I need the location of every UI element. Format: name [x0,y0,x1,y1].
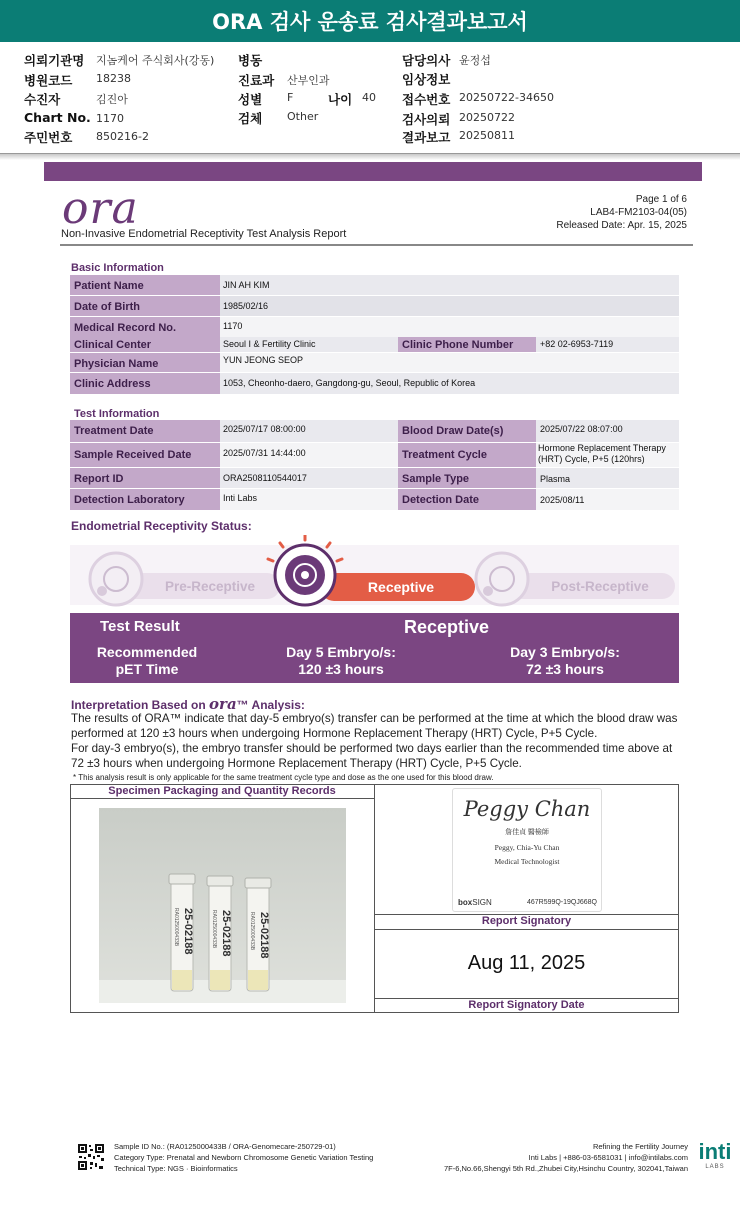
label-clinic-address: Clinic Address [70,373,220,394]
label-ward: 병동 [238,53,263,68]
footer-sample-id: Sample ID No.: (RA0125000433B / ORA-Genomecare-250729-01) [114,1142,336,1151]
day5-label: Day 5 Embryo/s: [286,644,396,660]
post-receptive-icon [476,553,528,605]
day3-block [490,644,640,678]
interpretation-paragraph-1: The results of ORA™ indicate that day-5 embryo(s) transfer can be performed at the time at which the blood draw was performed at 120 ±3 hours when undergoing Hormone Replacement Therapy (HRT) Cycle, P+5 Cycle. [71,712,678,740]
label-patient-name: Patient Name [70,275,220,295]
receptive-label: Receptive [367,579,435,595]
value-department: 산부인과 [287,74,330,87]
cycle-line-2: (HRT) Cycle, P+5 (120hrs) [538,454,645,464]
report-subtitle: Non-Invasive Endometrial Receptivity Test Analysis Report [61,228,347,240]
specimen-tube-2 [207,876,233,991]
footer-category: Category Type: Prenatal and Newborn Chromosome Genetic Variation Testing [114,1153,374,1162]
pre-receptive-label: Pre-Receptive [164,579,256,594]
footer-left [114,1141,373,1174]
box-sign-text: SIGN [472,898,492,907]
value-sample-type: Plasma [540,474,571,484]
patient-header [0,42,740,154]
rec-line-1: Recommended [96,644,198,660]
value-mrn: 1170 [223,321,243,331]
interpretation-text [71,711,681,771]
value-clinic-phone: +82 02-6953-7119 [540,339,614,349]
value-physician: YUN JEONG SEOP [223,355,304,365]
value-specimen: Other [287,110,319,123]
day5-value: 120 ±3 hours [298,661,384,677]
receptivity-status-title: Endometrial Receptivity Status: [71,519,252,533]
test-info-title: Test Information [74,408,160,420]
value-clinic-address: 1053, Cheonho-daero, Gangdong-gu, Seoul, Republic of Korea [223,378,476,388]
value-sample-received: 2025/07/31 14:44:00 [223,448,306,458]
box-sign-logo [458,898,492,907]
footer-technical: Technical Type: NGS · Bioinformatics [114,1164,238,1173]
pre-receptive-icon [90,553,142,605]
tube-2-sublabel: RA0125000433B [211,910,217,949]
tube-1-label: 25-02188 [182,908,194,955]
label-patient: 수진자 [24,92,61,107]
label-clinic-phone: Clinic Phone Number [398,337,536,352]
tube-3-sublabel: RA0125000433B [249,912,255,951]
day3-label: Day 3 Embryo/s: [510,644,620,660]
label-resident-no: 주민번호 [24,130,73,145]
box-brand: box [458,898,473,907]
label-sample-received: Sample Received Date [70,443,220,467]
label-sample-type: Sample Type [398,468,536,488]
label-blood-draw: Blood Draw Date(s) [398,420,536,442]
tube-1-sublabel: RA0125000433B [173,908,179,947]
footer-address: 7F-6,No.66,Shengyi 5th Rd.,Zhubei City,Hsinchu Country, 302041,Taiwan [443,1164,688,1173]
value-treatment-date: 2025/07/17 08:00:00 [223,424,306,434]
value-sex: F [287,91,294,104]
label-requesting-org: 의뢰기관명 [24,53,85,68]
specimen-tube-3 [245,878,271,991]
label-detection-date: Detection Date [398,489,536,510]
interp-title-pre: Interpretation Based on [71,698,210,712]
records-divider [374,784,375,1013]
label-detection-lab: Detection Laboratory [70,489,220,510]
signature-id: 467R599Q-19QJ668Q [526,899,597,906]
label-treatment-date: Treatment Date [70,420,220,442]
test-result-panel [70,613,679,683]
value-detection-lab: Inti Labs [223,493,258,503]
label-age: 나이 [328,92,353,107]
pre-icon-dot [97,586,107,596]
inti-brand-sub: LABS [705,1164,725,1170]
page-number: Page 1 of 6 [635,194,687,205]
specimen-photo [99,808,346,1003]
value-dob: 1985/02/16 [223,301,269,311]
value-chart-no: 1170 [96,112,124,125]
cycle-line-1: Hormone Replacement Therapy [538,443,666,453]
qr-code-icon [78,1144,104,1170]
value-detection-date: 2025/08/11 [540,495,585,505]
footer-right [444,1141,688,1174]
report-signatory-date-label: Report Signatory Date [468,999,585,1011]
day3-value: 72 ±3 hours [526,661,604,677]
inti-brand: inti [698,1139,732,1164]
tube-3-label: 25-02188 [258,912,270,959]
report-header-title: ORA 검사 운송료 검사결과보고서 [0,0,740,42]
interpretation-paragraph-2: For day-3 embryo(s), the embryo transfer should be performed two days earlier than the recommended time above at 72 ±3 hours when undergoing Hormone Replacement Therapy (HRT) Cycle, P+5 Cycle. [71,742,673,770]
label-department: 진료과 [238,73,275,88]
label-doctor: 담당의사 [402,53,451,68]
ora-logo: ora [62,183,139,234]
report-top-band [44,162,702,181]
footer-contact: Inti Labs | +886-03-6581031 | info@intilabs.com [528,1153,688,1162]
value-blood-draw: 2025/07/22 08:07:00 [540,424,623,434]
recommended-pet-label [92,644,202,678]
label-result-date: 결과보고 [402,130,451,145]
form-code: LAB4-FM2103-04(05) [590,207,687,218]
signature-chinese-name: 詹佳貞 醫檢師 [505,828,549,836]
analysis-note: * This analysis result is only applicable for the same treatment cycle type and dose as the one used for this blood draw. [73,773,494,782]
value-treatment-cycle [538,443,666,465]
test-result-label: Test Result [100,618,180,635]
label-chart-no: Chart No. [24,110,91,125]
interp-title-logo: ora [209,695,237,713]
signature-card [452,788,602,912]
signatory-line-bottom [374,929,679,930]
header-shadow [0,154,740,160]
basic-info-title: Basic Information [71,262,164,274]
receptivity-status-graphic [70,535,679,607]
page-info [556,193,687,232]
released-date: Released Date: Apr. 15, 2025 [556,220,687,231]
test-result-value: Receptive [404,617,490,637]
value-age: 40 [362,91,376,104]
interp-title-post: ™ Analysis: [236,698,305,712]
post-icon-dot [483,586,493,596]
value-receipt-no: 20250722-34650 [459,91,554,104]
signature-role: Medical Technologist [494,857,560,866]
label-mrn: Medical Record No. [70,317,220,337]
tube-2-label: 25-02188 [220,910,232,957]
value-hospital-code: 18238 [96,72,131,85]
post-receptive-label: Post-Receptive [551,579,649,594]
value-resident-no: 850216-2 [96,130,149,143]
label-dob: Date of Birth [70,296,220,316]
label-hospital-code: 병원코드 [24,73,73,88]
rec-line-2: pET Time [115,661,179,677]
label-report-id: Report ID [70,468,220,488]
label-request-date: 검사의뢰 [402,112,451,127]
signature-full-name: Peggy, Chia-Yu Chan [494,843,560,852]
value-report-id: ORA2508110544017 [223,473,307,483]
label-sex: 성별 [238,92,263,107]
label-specimen: 검체 [238,111,263,126]
label-physician: Physician Name [70,353,220,372]
value-requesting-org: 지놈케어 주식회사(강동) [96,54,215,67]
value-result-date: 20250811 [459,129,515,142]
specimen-tube-1 [169,874,195,991]
heading-divider [60,244,693,246]
report-signatory-label: Report Signatory [481,915,572,927]
label-clinical-info: 임상정보 [402,72,451,87]
label-treatment-cycle: Treatment Cycle [398,443,536,467]
report-signatory-date: Aug 11, 2025 [467,952,586,974]
inti-labs-logo [694,1140,736,1170]
value-patient: 김진아 [96,93,128,106]
value-patient-name: JIN AH KIM [223,280,270,290]
label-clinical-center: Clinical Center [70,337,220,352]
value-clinical-center: Seoul I & Fertility Clinic [223,339,316,349]
label-receipt-no: 접수번호 [402,92,451,107]
specimen-title: Specimen Packaging and Quantity Records [108,785,336,797]
footer-tagline: Refining the Fertility Journey [592,1142,688,1151]
day5-block [266,644,416,678]
signature-handwriting: Peggy Chan [463,797,591,821]
value-request-date: 20250722 [459,111,515,124]
specimen-header-line [70,798,374,799]
receptive-icon-center [301,571,309,579]
value-doctor: 윤정섭 [459,54,491,67]
